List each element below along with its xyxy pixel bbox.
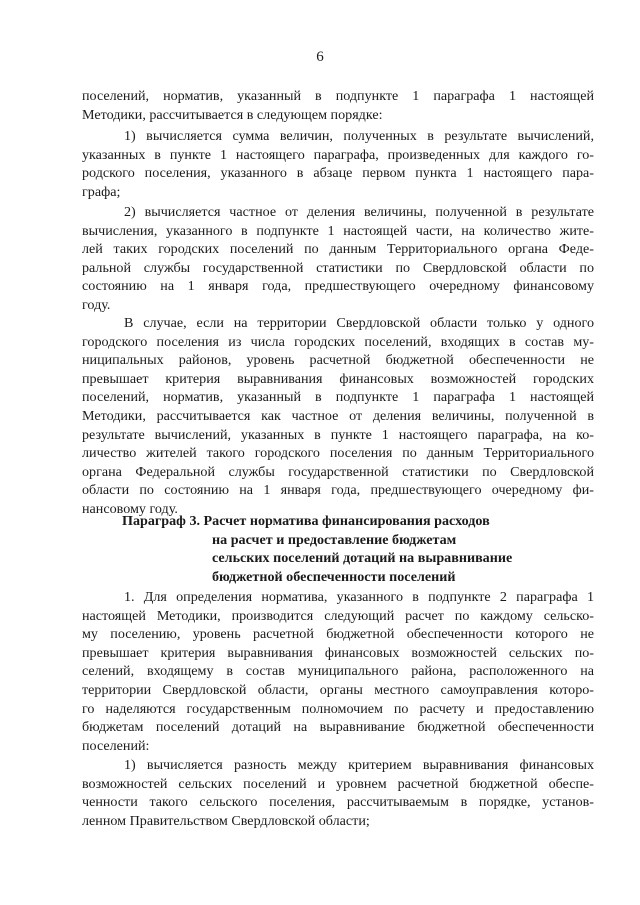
text-line: ниципальных районов, уровень расчетной бюджетной обеспеченности не	[82, 352, 594, 369]
text-line: настоящей Методики, производится следующий расчет по каждому сельско-	[82, 607, 594, 624]
text-line: городского поселения из числа городских поселений, входящих в состав му-	[82, 333, 594, 350]
paragraph-continuation	[82, 87, 594, 124]
heading-line: бюджетной обеспеченности поселений	[212, 568, 456, 585]
page-number: 6	[316, 49, 324, 65]
text-line: ченности такого сельского поселения, рассчитываемым в порядке, установ-	[82, 794, 594, 811]
text-line: органа Федеральной службы государственной статистики по Свердловской	[82, 463, 594, 480]
text-line: Методики, рассчитывается как частное от деления величины, полученной в	[82, 407, 594, 424]
text-line: поселений, норматив, указанный в подпункте 1 параграфа 1 настоящей	[82, 389, 594, 406]
text-line: ленном Правительством Свердловской области;	[82, 812, 370, 829]
text-line: году.	[82, 296, 111, 313]
paragraph-item-1	[82, 127, 594, 201]
text-line: территории Свердловской области, органы местного самоуправления которо-	[82, 681, 594, 698]
text-line: му поселению, уровень расчетной бюджетной обеспеченности которого не	[82, 626, 594, 643]
section-heading	[122, 512, 512, 586]
paragraph-single-settlement	[82, 314, 594, 519]
text-line: селений, входящему в состав муниципального района, расположенного на	[82, 663, 594, 680]
text-line: родского поселения, указанного в абзаце первом пункта 1 настоящего пара-	[82, 165, 594, 182]
text-line: превышает критерия выравнивания финансовых возможностей сельских по-	[82, 644, 594, 661]
text-line: вычисления, указанного в подпункте 1 настоящей части, на количество жите-	[82, 222, 594, 239]
heading-line: Параграф 3. Расчет норматива финансирования расходов	[122, 513, 490, 529]
text-line: бюджетам поселений дотаций на выравнивание бюджетной обеспеченности	[82, 719, 594, 736]
text-line: превышает критерия выравнивания финансовых возможностей городских	[82, 370, 594, 387]
text-line: поселений:	[82, 737, 150, 754]
paragraph-item-2	[82, 203, 594, 315]
text-line: личество жителей такого городского поселения по данным Территориального	[82, 445, 594, 462]
text-line: поселений, норматив, указанный в подпункте 1 параграфа 1 настоящей	[82, 88, 594, 104]
text-line: В случае, если на территории Свердловской области только у одного	[124, 315, 594, 331]
text-line: указанных в пункте 1 настоящего параграфа, произведенных для каждого го-	[82, 146, 594, 163]
text-line: возможностей сельских поселений и уровнем расчетной бюджетной обеспе-	[82, 775, 594, 792]
text-line: го наделяются государственным полномочием по расчету и предоставлению	[82, 700, 594, 717]
text-line: нансовому году.	[82, 500, 178, 517]
text-line: Методики, рассчитывается в следующем порядке:	[82, 106, 383, 123]
text-line: ральной службы государственной статистики по Свердловской области по	[82, 259, 594, 276]
paragraph-point-1	[82, 588, 594, 755]
text-line: 2) вычисляется частное от деления величины, полученной в результате	[124, 204, 594, 220]
heading-line: сельских поселений дотаций на выравнивание	[212, 550, 513, 567]
text-line: 1) вычисляется сумма величин, полученных в результате вычислений,	[124, 128, 594, 144]
text-line: результате вычислений, указанных в пункте 1 настоящего параграфа, на ко-	[82, 426, 594, 443]
paragraph-subitem-1	[82, 756, 594, 830]
text-line: области по состоянию на 1 января года, предшествующего очередному фи-	[82, 482, 594, 499]
text-line: состоянию на 1 января года, предшествующего очередному финансовому	[82, 278, 594, 295]
text-line: 1) вычисляется разность между критерием выравнивания финансовых	[124, 757, 594, 773]
text-line: 1. Для определения норматива, указанного в подпункте 2 параграфа 1	[124, 589, 594, 605]
text-line: графа;	[82, 183, 121, 200]
text-line: лей таких городских поселений по данным Территориального органа Феде-	[82, 241, 594, 258]
heading-line: на расчет и предоставление бюджетам	[212, 531, 457, 548]
